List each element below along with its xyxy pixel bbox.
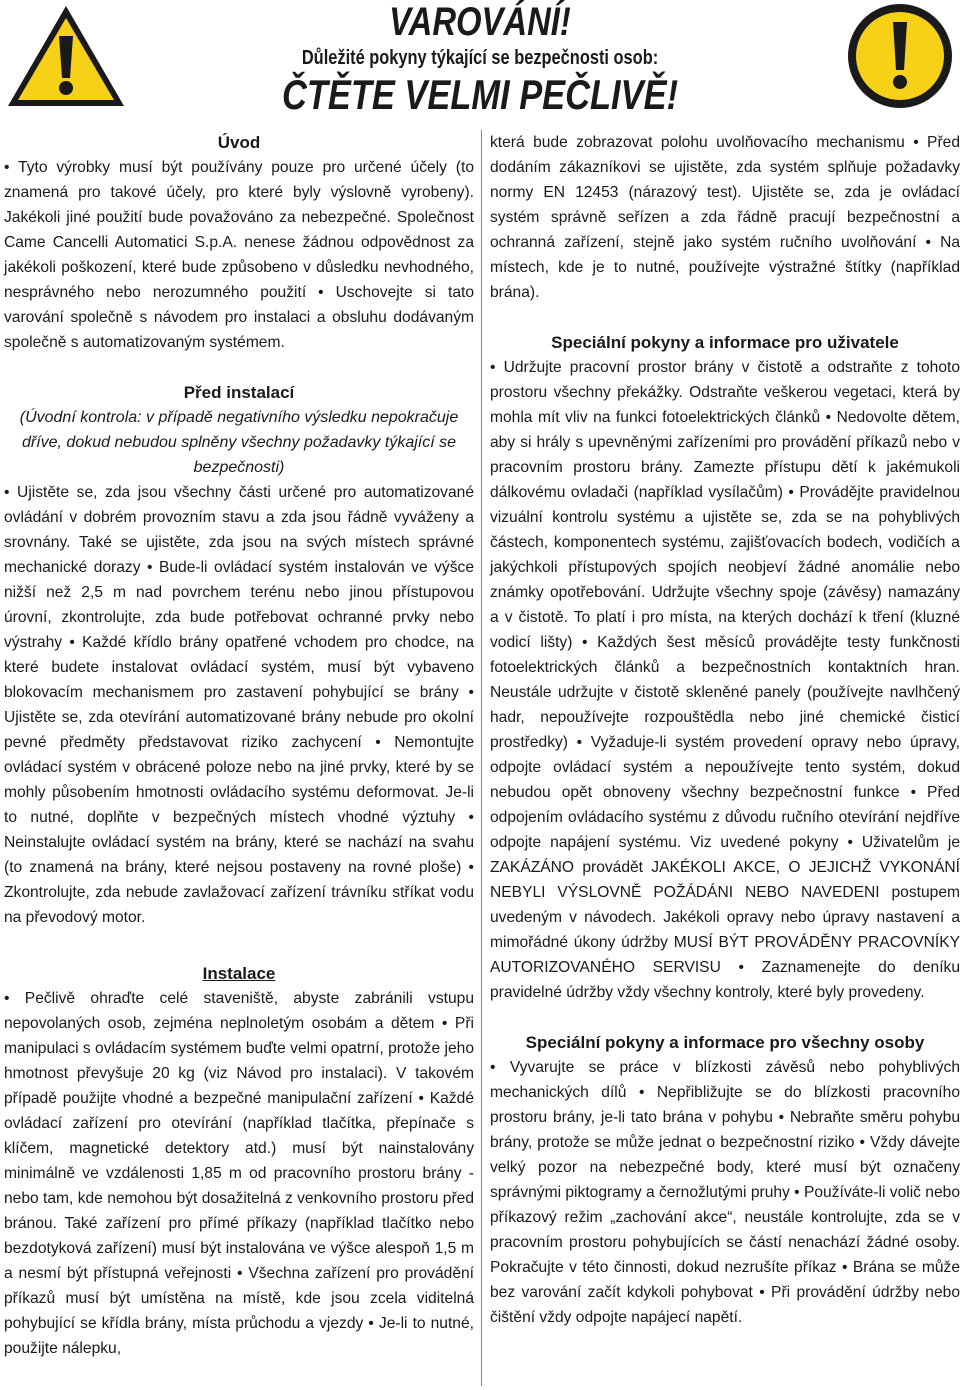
before-install-text: • Ujistěte se, zda jsou všechny části určené pro automatizované ovládání v dobrém provozním stavu a zda jsou řádně vyváženy a srovnány. Také se ujistěte, zda jsou na svých místech správné mechanické dorazy • Bude-li ovládací systém instalován ve výšce nižší než 2,5 m nad povrchem terénu nebo jinou přístupovou úrovní, zkontrolujte, zda bude potřebovat ochranné prvky nebo výstrahy • Každé křídlo brány opatřené vchodem pro chodce, na které budete instalovat ovládací systém, musí být vybaveno blokovacím mechanismem pro zastavení pohybující se brány • Ujistěte se, zda otevírání automatizované brány nebude pro okolní pevné předměty představovat riziko zachycení • Nemontujte ovládací systém v obrácené poloze nebo na jiné prvky, které by se mohly působením hmotnosti ovládacího systému deformovat. Je-li to nutné, doplňte v bezpečných místech vhodné výztuhy • Neinstalujte ovládací systém na brány, které se nachází na svahu (to znamená na brány, které nejsou postaveny na rovné ploše) • Zkontrolujte, zda nebude zavlažovací zařízení trávníku stříkat vodu na převodový motor.	[4, 484, 474, 926]
before-install-note: (Úvodní kontrola: v případě negativního výsledku nepokračuje dříve, dokud nebudou splněny všechny požadavky týkající se bezpečnosti)	[19, 409, 459, 476]
warning-triangle-icon	[4, 2, 128, 110]
page-header	[200, 0, 760, 118]
right-column	[490, 130, 960, 1330]
warning-circle-icon	[838, 2, 960, 110]
user-instructions-text: • Udržujte pracovní prostor brány v čistotě a odstraňte z tohoto prostoru všechny překážky. Odstraňte veškerou vegetaci, která by mohla mít vliv na funkci fotoelektrických článků • Nedovolte dětem, aby si hrály s upevněnými zařízeními pro provádění příkazů nebo v pracovním prostoru brány. Zamezte přístupu dětí k jakémukoli dálkovému ovladači (například vysílačům) • Provádějte pravidelnou vizuální kontrolu systému a ujistěte se, zda se na pohyblivých částech, komponentech systému, zajišťovacích bodech, vodičích a jakýchkoli přístupových spojích neobjeví žádné anomálie nebo známky opotřebování. Udržujte všechny spoje (závěsy) namazány a v čistotě. To platí i pro místa, na kterých dochází k tření (kluzné vodicí lišty) • Každých šest měsíců provádějte testy funkčnosti fotoelektrických článků a bezpečnostních kontaktních hran. Neustále udržujte v čistotě skleněné panely (používejte navlhčený hadr, nepoužívejte rozpouštědla nebo jiné chemické čisticí prostředky) • Vyžaduje-li systém provedení opravy nebo úpravy, odpojte ovládací systém a nepoužívejte tento systém, dokud nebudou opět obnoveny všechny bezpečnostní funkce • Před odpojením ovládacího systému z důvodu ručního otevírání nejdříve odpojte napájení systému. Viz uvedené pokyny • Uživatelům je ZAKÁZÁNO provádět JAKÉKOLI AKCE, O JEJICHŽ VYKONÁNÍ NEBYLI VÝSLOVNĚ POŽÁDÁNI NEBO NAVEDENI postupem uvedeným v návodech. Jakékoli opravy nebo úpravy nastavení a mimořádné úkony údržby MUSÍ BÝT PROVÁDĚNY PRACOVNÍKY AUTORIZOVANÉHO SERVISU • Zaznamenejte do deníku pravidelné údržby vždy všechny kontroly, které byly provedeny.	[490, 359, 960, 1001]
before-install-heading: Před instalací	[183, 383, 295, 402]
all-persons-heading: Speciální pokyny a informace pro všechny osoby	[525, 1033, 925, 1052]
left-column	[4, 130, 474, 1361]
page-subtitle: Důležité pokyny týkající se bezpečnosti osob:	[301, 47, 659, 69]
install-continued-text: která bude zobrazovat polohu uvolňovacího mechanismu • Před dodáním zákazníkovi se ujistěte, zda systém splňuje požadavky normy EN 12453 (nárazový test). Ujistěte se, zda je ovládací systém správně seřízen a zda řádně pracují bezpečnostní a ochranná zařízení, stejně jako systém ručního uvolňování • Na místech, kde je to nutné, používejte výstražné štítky (například brána).	[490, 134, 960, 301]
all-persons-text: • Vyvarujte se práce v blízkosti závěsů nebo pohyblivých mechanických dílů • Nepřibližujte se do blízkosti pracovního prostoru brány, je-li tato brána v pohybu • Nebraňte směru pohybu brány, protože se může jednat o bezpečnostní riziko • Vždy dávejte velký pozor na nebezpečné body, které musí být označeny správnými piktogramy a černožlutými pruhy • Používáte-li volič nebo příkazový režim „zachování akce“, neustále kontrolujte, zda se v pracovním prostoru pohybujících se částí nenachází žádné osoby. Pokračujte v této činnosti, dokud nezrušíte příkaz • Brána se může bez varování začít kdykoli pohybovat • Při provádění údržby nebo čištění vždy odpojte napájecí napětí.	[490, 1059, 960, 1326]
intro-heading: Úvod	[217, 133, 261, 152]
read-carefully-heading: ČTĚTE VELMI PEČLIVĚ!	[281, 71, 679, 118]
install-text: • Pečlivě ohraďte celé staveniště, abyste zabránili vstupu nepovolaných osob, zejména neplnoletým osobám a dětem • Při manipulaci s ovládacím systémem buďte velmi opatrní, protože jeho hmotnost převyšuje 20 kg (viz Návod pro instalaci). V takovém případě použijte vhodné a bezpečné manipulační zařízení • Každé ovládací zařízení pro otevírání (například tlačítka, přepínače s klíčem, magnetické detektory atd.) musí být nainstalovány minimálně ve vzdálenosti 1,85 m od pracovního prostoru brány - nebo tam, kde nemohou být dosažitelná z venkovního prostoru před bránou. Také zařízení pro přímé příkazy (například tlačítko nebo bezdotyková zařízení) musí být instalována ve výšce alespoň 1,5 m a nesmí být přístupná veřejnosti • Všechna zařízení pro provádění příkazů musí být umístěna na místě, kde jsou zcela viditelná pohybující se křídla brány, místa průchodu a vjezdy • Je-li to nutné, použijte nálepku,	[4, 990, 474, 1357]
user-instructions-heading: Speciální pokyny a informace pro uživatele	[551, 333, 899, 352]
intro-text: • Tyto výrobky musí být používány pouze pro určené účely (to znamená pro takové účely, pro které byly výslovně vyrobeny). Jakékoli jiné použití bude považováno za nebezpečné. Společnost Came Cancelli Automatici S.p.A. nenese žádnou odpovědnost za jakékoli poškození, které bude způsobeno v důsledku nevhodného, nesprávného nebo nerozumného použití • Uschovejte si tato varování společně s návodem pro instalaci a obsluhu dodávaným společně s automatizovaným systémem.	[4, 159, 474, 351]
page-title: VAROVÁNÍ!	[389, 0, 571, 44]
install-heading: Instalace	[202, 964, 276, 983]
column-divider	[481, 130, 482, 1386]
